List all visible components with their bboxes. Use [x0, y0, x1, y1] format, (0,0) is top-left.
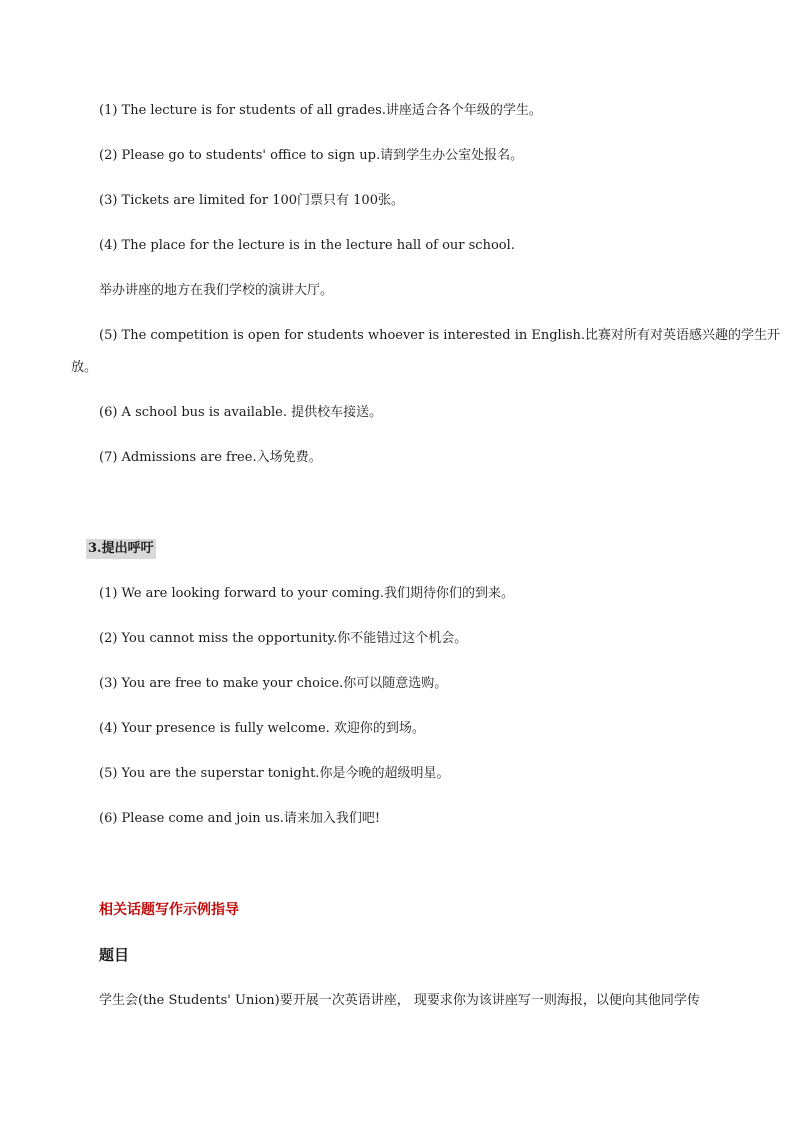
- list-item: (3) Tickets are limited for 100门票只有 100张。: [99, 193, 404, 208]
- topic-label: 题目: [99, 946, 130, 964]
- list-item: 举办讲座的地方在我们学校的演讲大厅。: [99, 283, 334, 298]
- list-item: (1) The lecture is for students of all grades.讲座适合各个年级的学生。: [99, 103, 542, 118]
- list-item: (3) You are free to make your choice.你可以随意选购。: [99, 676, 448, 691]
- list-item: (2) You cannot miss the opportunity.你不能错过这个机会。: [99, 631, 468, 646]
- list-item: (4) The place for the lecture is in the lecture hall of our school.: [99, 238, 515, 253]
- section-heading: 3.提出呼吁: [86, 539, 156, 559]
- list-item: (2) Please go to students' office to sign up.请到学生办公室处报名。: [99, 148, 524, 163]
- list-item: (5) You are the superstar tonight.你是今晚的超级明星。: [99, 766, 450, 781]
- list-item: (7) Admissions are free.入场免费。: [99, 450, 322, 465]
- list-item-continuation: 放。: [71, 360, 98, 375]
- list-item: (1) We are looking forward to your coming.我们期待你们的到来。: [99, 586, 515, 601]
- list-item: (6) A school bus is available. 提供校车接送。: [99, 405, 383, 420]
- guide-heading: 相关话题写作示例指导: [99, 902, 239, 918]
- list-item: (5) The competition is open for students whoever is interested in English.比赛对所有对英语感兴趣的学生开: [99, 328, 781, 343]
- topic-text: 学生会(the Students' Union)要开展一次英语讲座， 现要求你为该讲座写一则海报，以便向其他同学传: [99, 993, 700, 1008]
- list-item: (4) Your presence is fully welcome. 欢迎你的到场。: [99, 721, 425, 736]
- list-item: (6) Please come and join us.请来加入我们吧!: [99, 811, 381, 826]
